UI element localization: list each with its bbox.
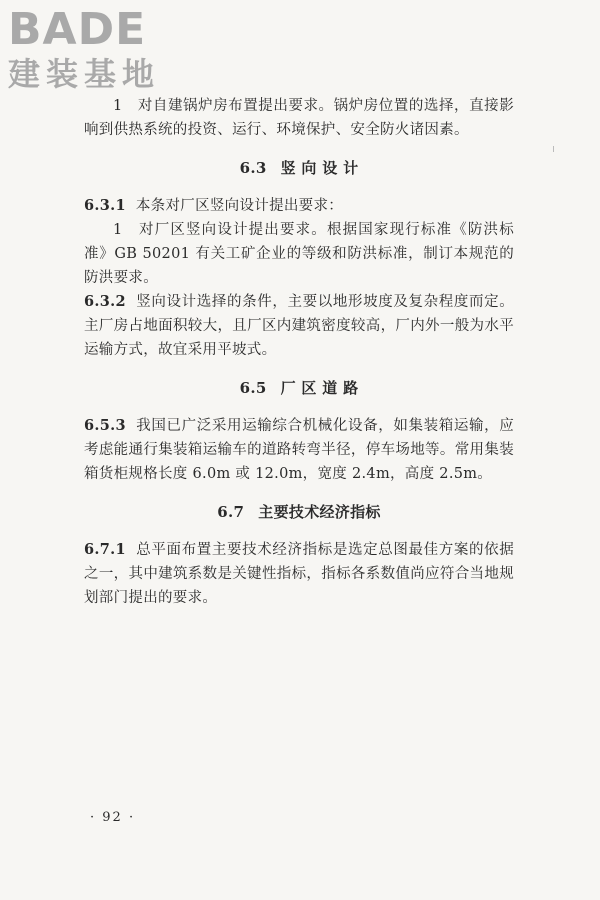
clause-6-3-2 [84,290,514,362]
clause-number: 6.7.1 [84,541,126,558]
clause-number: 6.3.1 [84,197,126,214]
section-title: 厂 区 道 路 [280,379,359,397]
clause-number: 6.3.2 [84,293,126,310]
paragraph-intro: 1 对自建锅炉房布置提出要求。锅炉房位置的选择，直接影响到供热系统的投资、运行、环境保护、安全防火诸因素。 [84,98,514,138]
clause-text: 我国已广泛采用运输综合机械化设备，如集装箱运输，应考虑能通行集装箱运输车的道路转弯半径，停车场地等。常用集装箱货柜规格长度 6.0m 或 12.0m，宽度 2.4m，高度 2.5m。 [84,418,514,482]
clause-text: 竖向设计选择的条件，主要以地形坡度及复杂程度而定。主厂房占地面积较大，且厂区内建筑密度较高，厂内外一般为水平运输方式，故宜采用平坡式。 [84,294,514,358]
section-number: 6.7 [217,503,245,521]
section-title: 主要技术经济指标 [258,503,381,521]
clause-6-3-1-item-1: 1 对厂区竖向设计提出要求。根据国家现行标准《防洪标准》GB 50201 有关工矿企业的等级和防洪标准，制订本规范的防洪要求。 [84,222,514,286]
clause-number: 6.5.3 [84,417,126,434]
document-body [84,94,514,610]
section-heading-6-5 [84,376,514,400]
section-title: 竖 向 设 计 [280,159,359,177]
section-heading-6-7 [84,500,514,524]
section-number: 6.3 [239,159,267,177]
watermark-logo [8,6,178,98]
page-number: · 92 · [90,810,136,825]
section-number: 6.5 [239,379,267,397]
clause-6-7-1 [84,538,514,610]
edge-mark [553,146,554,152]
logo-latin-text: BADE [8,4,147,55]
clause-6-5-3 [84,414,514,486]
clause-6-3-1 [84,194,514,218]
logo-cjk-text: 建装基地 [8,55,161,93]
section-heading-6-3 [84,156,514,180]
clause-text: 总平面布置主要技术经济指标是选定总图最佳方案的依据之一，其中建筑系数是关键性指标，指标各系数值尚应符合当地规划部门提出的要求。 [84,542,514,606]
clause-text: 本条对厂区竖向设计提出要求： [135,198,344,214]
